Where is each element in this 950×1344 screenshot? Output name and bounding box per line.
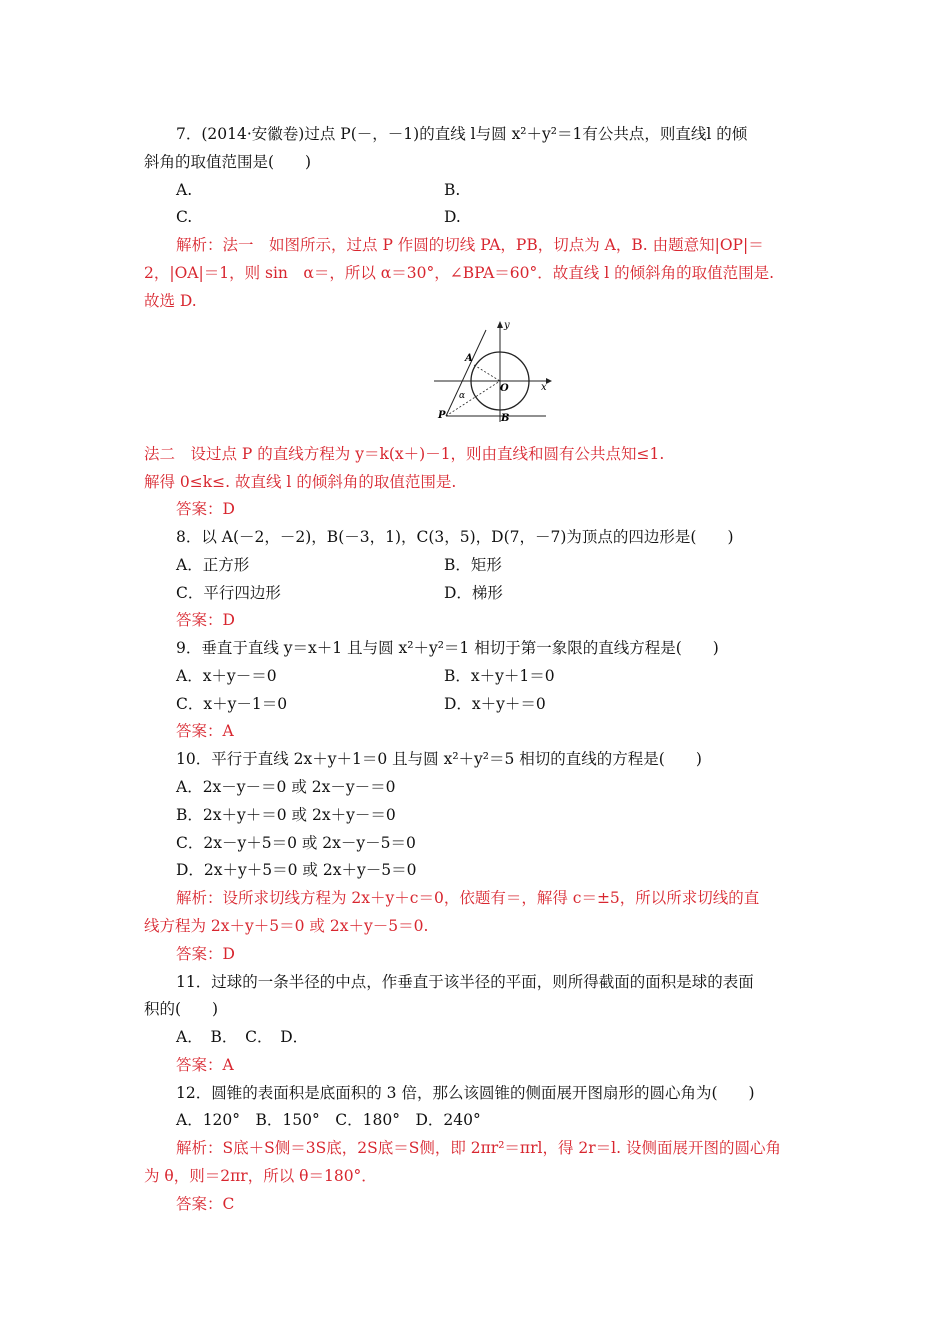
q7-stem-line2: 斜角的取值范围是( ): [144, 153, 312, 171]
q7-option-d: D.: [444, 208, 461, 226]
q10-solution-line2: 线方程为 2x＋y＋5＝0 或 2x＋y－5＝0.: [144, 917, 429, 935]
q11-answer: 答案：A: [176, 1056, 234, 1074]
q8-option-b: B．矩形: [444, 556, 502, 574]
q7-solution-line1: 解析：法一 如图所示，过点 P 作圆的切线 PA，PB，切点为 A，B. 由题意知|OP|＝: [176, 236, 764, 254]
q7-answer: 答案：D: [176, 500, 235, 518]
fig-label-y: y: [504, 320, 510, 331]
q9-option-a: A．x＋y－＝0: [176, 667, 277, 685]
q7-stem-line1: 7．(2014·安徽卷)过点 P(－，－1)的直线 l与圆 x²＋y²＝1有公共点，则直线l 的倾: [176, 125, 748, 143]
q12-solution-line1: 解析：S底＋S侧＝3S底，2S底＝S侧，即 2πr²＝πrl，得 2r＝l. 设侧面展开图的圆心角: [176, 1139, 781, 1157]
q7-solution-line3: 故选 D.: [144, 292, 197, 310]
q10-answer: 答案：D: [176, 945, 235, 963]
q10-option-a: A．2x－y－＝0 或 2x－y－＝0: [176, 778, 396, 796]
q9-option-b: B．x＋y＋1＝0: [444, 667, 555, 685]
q7-option-a: A.: [176, 181, 193, 199]
tangent-circle-figure: [428, 318, 558, 426]
q11-options: A． B． C． D．: [176, 1028, 309, 1046]
q12-stem: 12．圆锥的表面积是底面积的 3 倍，那么该圆锥的侧面展开图扇形的圆心角为( ): [176, 1084, 755, 1102]
q7-option-b: B.: [444, 181, 461, 199]
q10-option-c: C．2x－y＋5＝0 或 2x－y－5＝0: [176, 834, 416, 852]
q8-stem: 8．以 A(－2，－2)，B(－3，1)，C(3，5)，D(7，－7)为顶点的四边形是( ): [176, 528, 734, 546]
q7-solution-line2: 2，|OA|＝1，则 sin α＝，所以 α＝30°，∠BPA＝60°．故直线 l 的倾斜角的取值范围是.: [144, 264, 775, 282]
q9-option-c: C．x＋y－1＝0: [176, 695, 288, 713]
q10-option-d: D．2x＋y＋5＝0 或 2x＋y－5＝0: [176, 861, 417, 879]
fig-label-alpha: α: [459, 391, 466, 401]
q9-option-d: D．x＋y＋＝0: [444, 695, 546, 713]
fig-label-a: A: [465, 353, 473, 364]
q9-stem: 9．垂直于直线 y＝x＋1 且与圆 x²＋y²＝1 相切于第一象限的直线方程是( ): [176, 639, 719, 657]
q8-option-d: D．梯形: [444, 584, 503, 602]
q7-method2-line2: 解得 0≤k≤. 故直线 l 的倾斜角的取值范围是.: [144, 473, 457, 491]
q8-option-a: A．正方形: [176, 556, 250, 574]
q11-stem-line1: 11．过球的一条半径的中点，作垂直于该半径的平面，则所得截面的面积是球的表面: [176, 973, 754, 991]
q7-option-c: C.: [176, 208, 193, 226]
q10-option-b: B．2x＋y＋＝0 或 2x＋y－＝0: [176, 806, 396, 824]
q10-solution-line1: 解析：设所求切线方程为 2x＋y＋c＝0，依题有＝，解得 c＝±5，所以所求切线的直: [176, 889, 760, 907]
fig-label-b: B: [501, 413, 510, 424]
q10-stem: 10．平行于直线 2x＋y＋1＝0 且与圆 x²＋y²＝5 相切的直线的方程是( ): [176, 750, 702, 768]
q9-answer: 答案：A: [176, 722, 234, 740]
q12-options: A．120° B．150° C．180° D．240°: [176, 1111, 481, 1129]
q12-solution-line2: 为 θ，则＝2πr，所以 θ＝180°．: [144, 1167, 377, 1185]
q12-answer: 答案：C: [176, 1195, 235, 1213]
q11-stem-line2: 积的( ): [144, 1000, 219, 1018]
fig-label-x: x: [541, 382, 547, 393]
q8-option-c: C．平行四边形: [176, 584, 281, 602]
fig-label-p: P: [438, 410, 446, 421]
q7-method2-line1: 法二 设过点 P 的直线方程为 y＝k(x＋)－1，则由直线和圆有公共点知≤1.: [144, 445, 665, 463]
q8-answer: 答案：D: [176, 611, 235, 629]
fig-label-o: O: [500, 383, 509, 394]
